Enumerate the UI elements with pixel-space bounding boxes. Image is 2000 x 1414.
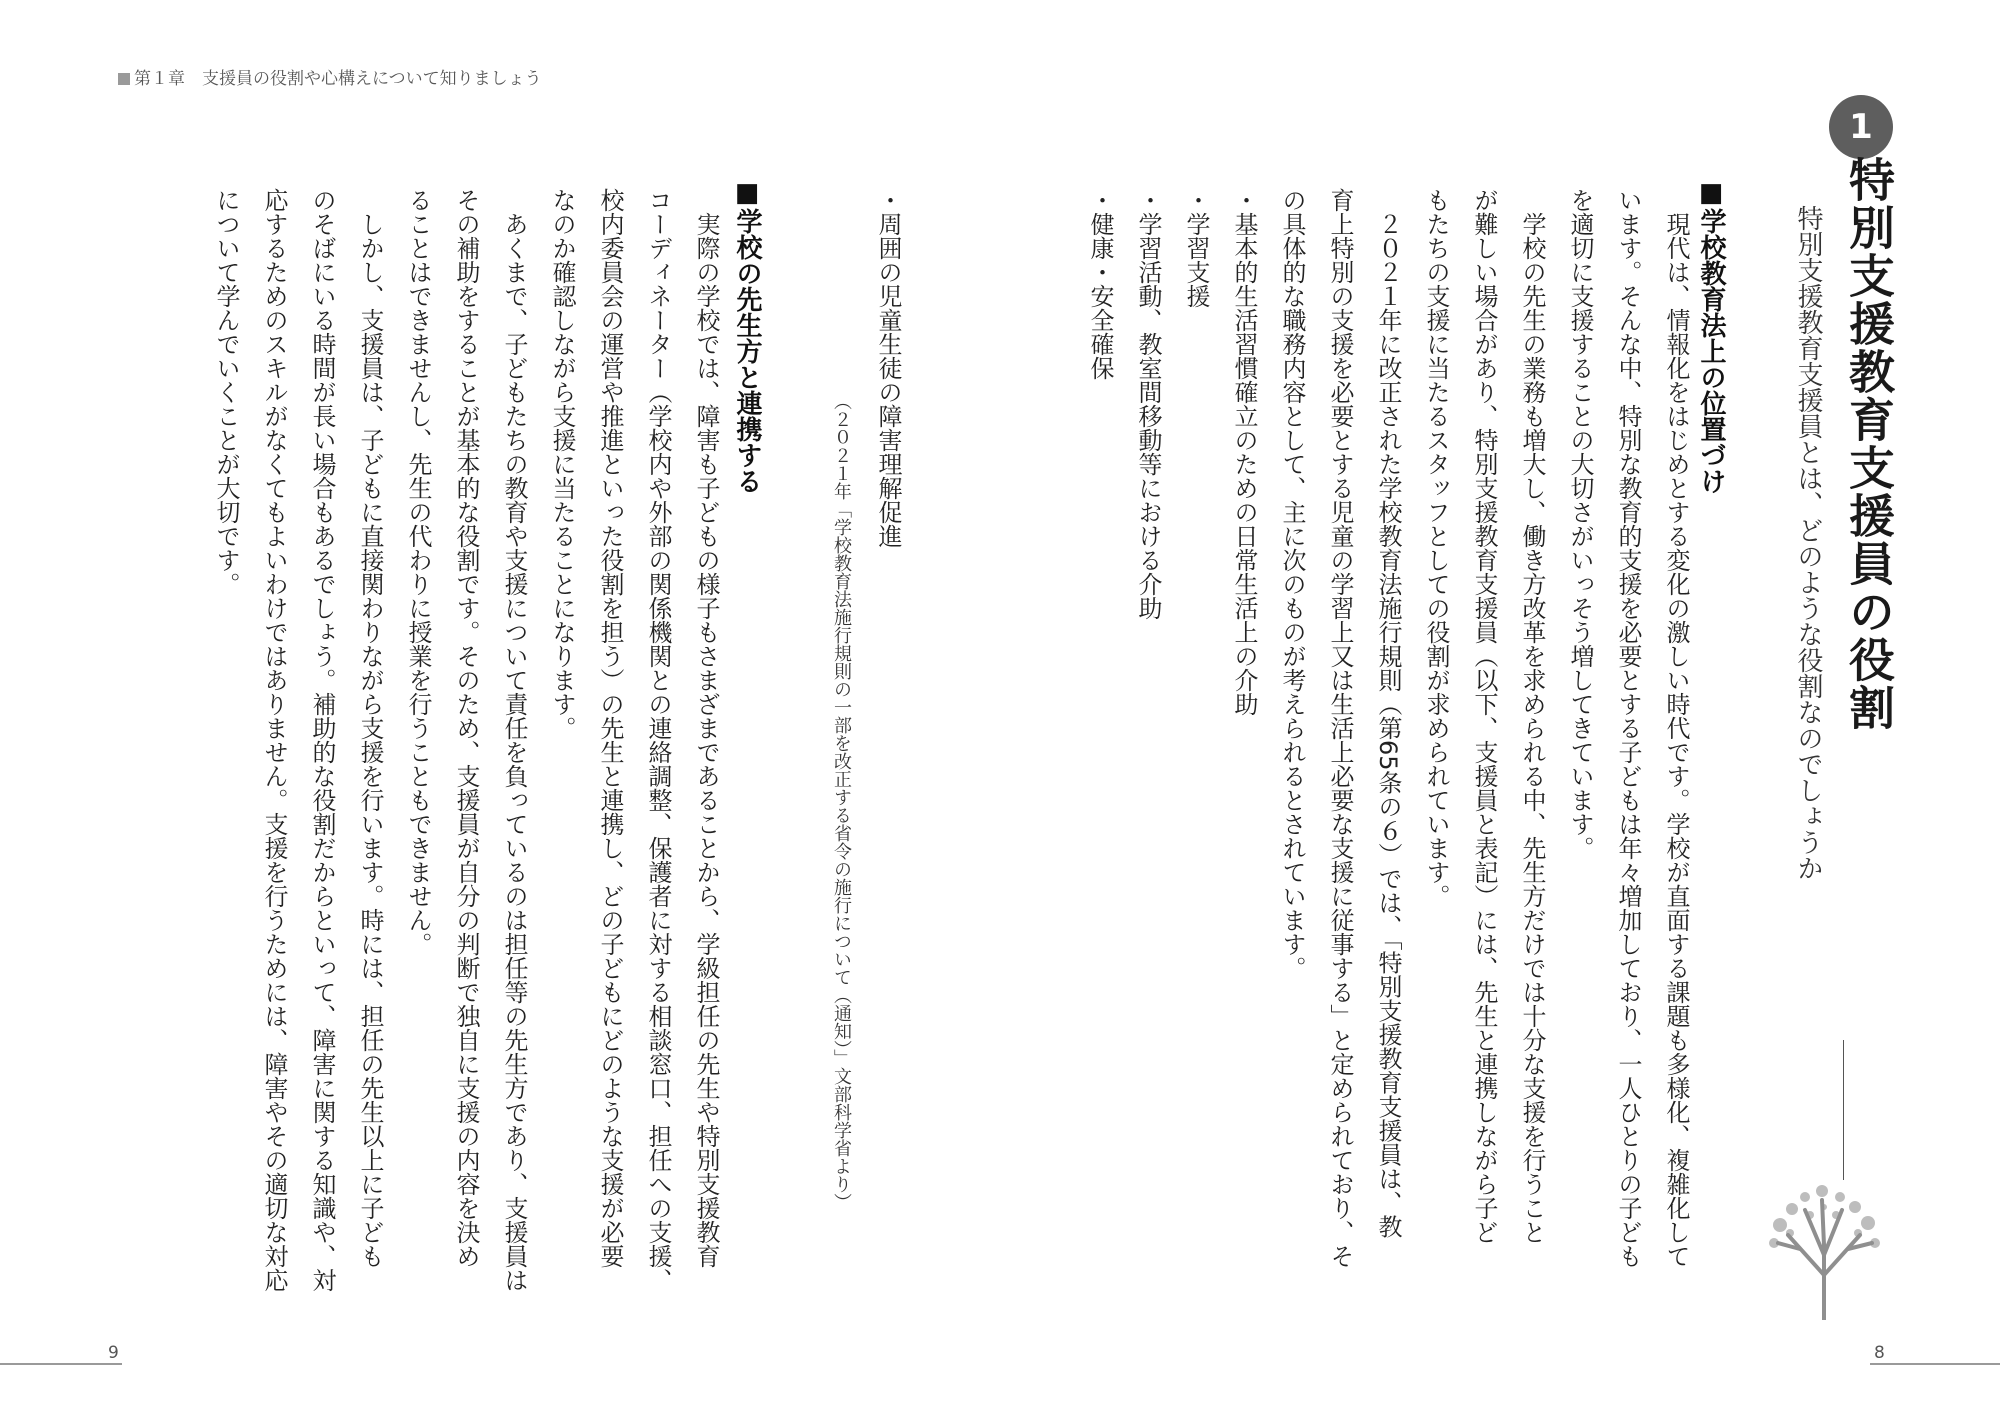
bullet-item: ・周囲の児童生徒の障害理解促進	[874, 188, 902, 548]
footer-rule-right	[1870, 1363, 2000, 1365]
text-column: 現代は、情報化をはじめとする変化の激しい時代です。学校が直面する課題も多様化、複雑化して	[1662, 212, 1690, 1268]
text-column: の具体的な職務内容として、主に次のものが考えられるとされています。	[1278, 188, 1306, 980]
text-column: います。そんな中、特別な教育的支援を必要とする子どもは年々増加しており、一人ひとりの子ども	[1614, 188, 1642, 1268]
chapter-header	[118, 64, 542, 89]
text-column: のそばにいる時間が長い場合もあるでしょう。補助的な役割だからといって、障害に関する知識や、対	[308, 188, 336, 1292]
text-column: 育上特別の支援を必要とする児童の学習上又は生活上必要な支援に従事する」と定められており、そ	[1326, 188, 1354, 1268]
tree-icon	[1760, 1185, 1890, 1320]
bullet-item: ・学習活動、教室間移動等における介助	[1134, 188, 1162, 620]
source-caption: （２０２１年「学校教育法施行規則の一部を改正する省令の施行について（通知）」文部科学省より）	[831, 392, 852, 1211]
title-rule	[1843, 1040, 1844, 1180]
bullet-item: ・健康・安全確保	[1086, 188, 1114, 380]
text-column: 学校の先生の業務も増大し、働き方改革を求められる中、先生方だけでは十分な支援を行うこと	[1518, 212, 1546, 1244]
text-column: 校内委員会の運営や推進といった役割を担う）の先生と連携し、どの子どもにどのような支援が必要	[596, 188, 624, 1268]
heading-collaboration: ■学校の先生方と連携する	[732, 178, 762, 494]
page-number-left: 9	[108, 1343, 119, 1363]
bullet-item: ・基本的生活習慣確立のための日常生活上の介助	[1230, 188, 1258, 716]
text-column: その補助をすることが基本的な役割です。そのため、支援員が自分の判断で独自に支援の内容を決め	[452, 188, 480, 1268]
text-column: なのか確認しながら支援に当たることになります。	[548, 188, 576, 740]
header-square-icon	[118, 73, 130, 85]
text-column: ２０２１年に改正された学校教育法施行規則（第65条の６）では、「特別支援教育支援員は、教	[1374, 212, 1402, 1239]
section-subtitle: 特別支援教育支援員とは、どのような役割なのでしょうか	[1793, 205, 1823, 881]
heading-legal-position: ■学校教育法上の位置づけ	[1696, 178, 1726, 494]
text-column: について学んでいくことが大切です。	[212, 188, 240, 596]
footer-rule-left	[0, 1363, 122, 1365]
text-column: 実際の学校では、障害も子どもの様子もさまざまであることから、学級担任の先生や特別支援教育	[692, 212, 720, 1268]
text-column: もたちの支援に当たるスタッフとしての役割が求められています。	[1422, 188, 1450, 908]
text-column: を適切に支援することの大切さがいっそう増してきています。	[1566, 188, 1594, 860]
page-number-right: 8	[1874, 1343, 1885, 1363]
text-column: しかし、支援員は、子どもに直接関わりながら支援を行います。時には、担任の先生以上に子ども	[356, 212, 384, 1268]
text-column: 応するためのスキルがなくてもよいわけではありません。支援を行うためには、障害やその適切な対応	[260, 188, 288, 1292]
text-column: あくまで、子どもたちの教育や支援について責任を負っているのは担任等の先生方であり、支援員は	[500, 212, 528, 1292]
chapter-header-text: 第１章 支援員の役割や心構えについて知りましょう	[134, 69, 542, 89]
section-number-badge: 1	[1829, 95, 1893, 159]
text-column: コーディネーター（学校内や外部の関係機関との連絡調整、保護者に対する相談窓口、担任への支援、	[644, 188, 672, 1292]
section-title: 特別支援教育支援員の役割	[1842, 156, 1896, 732]
bullet-item: ・学習支援	[1182, 188, 1210, 308]
text-column: ることはできませんし、先生の代わりに授業を行うこともできません。	[404, 188, 432, 956]
text-column: が難しい場合があり、特別支援教育支援員（以下、支援員と表記）には、先生と連携しながら子ど	[1470, 188, 1498, 1244]
